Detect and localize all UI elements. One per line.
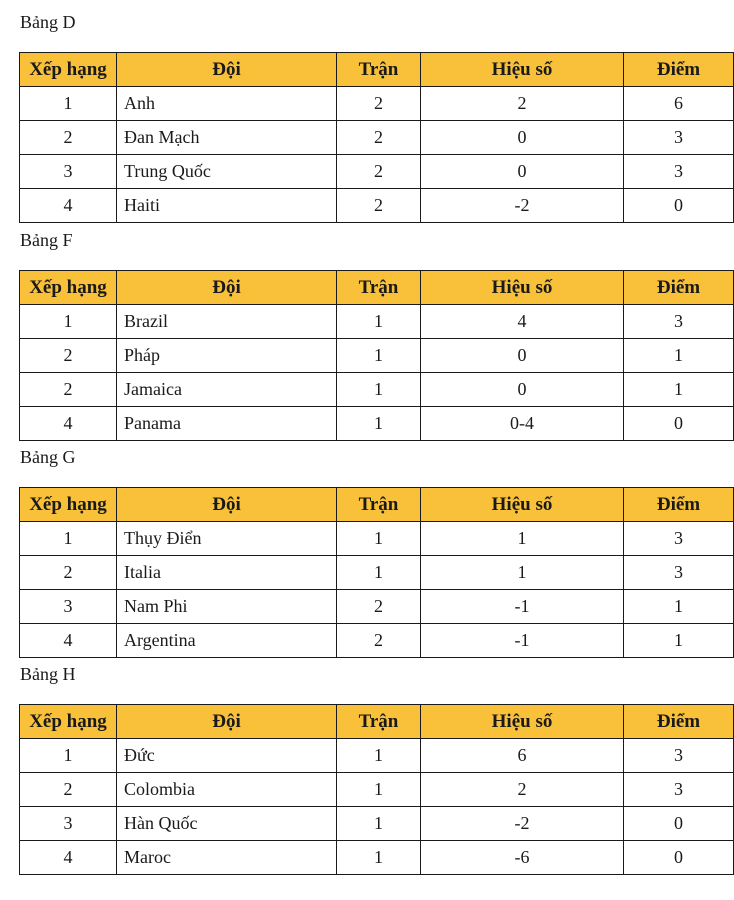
header-team: Đội [117,53,337,87]
header-team: Đội [117,488,337,522]
cell-rank: 2 [20,339,117,373]
header-points: Điểm [624,488,734,522]
cell-points: 0 [624,841,734,875]
header-played: Trận [337,271,421,305]
cell-points: 3 [624,773,734,807]
cell-goal-diff: 6 [421,739,624,773]
standings-table-group-f [19,270,734,441]
cell-points: 3 [624,556,734,590]
cell-points: 1 [624,373,734,407]
header-rank: Xếp hạng [20,705,117,739]
cell-team: Haiti [117,189,337,223]
group-title-f: Bảng F [20,230,73,250]
standings-table-group-d [19,52,734,223]
cell-team: Italia [117,556,337,590]
cell-played: 2 [337,590,421,624]
header-team: Đội [117,705,337,739]
cell-played: 1 [337,739,421,773]
table-row [20,373,734,407]
cell-rank: 2 [20,121,117,155]
cell-team: Pháp [117,339,337,373]
table-header-row [20,53,734,87]
cell-rank: 4 [20,189,117,223]
cell-team: Trung Quốc [117,155,337,189]
table-header-row [20,488,734,522]
cell-played: 1 [337,841,421,875]
header-goal-diff: Hiệu số [421,53,624,87]
table-row [20,556,734,590]
cell-rank: 4 [20,407,117,441]
cell-played: 1 [337,807,421,841]
table-row [20,807,734,841]
cell-played: 1 [337,522,421,556]
cell-team: Hàn Quốc [117,807,337,841]
header-goal-diff: Hiệu số [421,271,624,305]
cell-rank: 1 [20,739,117,773]
cell-played: 1 [337,556,421,590]
cell-points: 3 [624,121,734,155]
table-row [20,339,734,373]
cell-goal-diff: 0 [421,155,624,189]
cell-goal-diff: 1 [421,522,624,556]
table-row [20,739,734,773]
cell-points: 0 [624,807,734,841]
cell-goal-diff: -1 [421,590,624,624]
cell-points: 3 [624,155,734,189]
cell-played: 1 [337,373,421,407]
cell-team: Colombia [117,773,337,807]
standings-table-group-g [19,487,734,658]
cell-played: 1 [337,407,421,441]
cell-played: 2 [337,189,421,223]
cell-points: 3 [624,305,734,339]
table-row [20,624,734,658]
header-points: Điểm [624,705,734,739]
table-row [20,841,734,875]
header-points: Điểm [624,271,734,305]
cell-rank: 3 [20,590,117,624]
cell-team: Maroc [117,841,337,875]
cell-rank: 4 [20,841,117,875]
header-rank: Xếp hạng [20,53,117,87]
cell-rank: 2 [20,556,117,590]
cell-played: 2 [337,121,421,155]
cell-rank: 1 [20,522,117,556]
cell-rank: 2 [20,773,117,807]
table-header-row [20,271,734,305]
cell-points: 0 [624,407,734,441]
cell-played: 1 [337,339,421,373]
cell-goal-diff: 2 [421,773,624,807]
group-title-h: Bảng H [20,664,76,684]
header-played: Trận [337,488,421,522]
table-row [20,407,734,441]
cell-played: 2 [337,624,421,658]
cell-goal-diff: 0-4 [421,407,624,441]
header-played: Trận [337,705,421,739]
table-row [20,590,734,624]
header-played: Trận [337,53,421,87]
cell-points: 0 [624,189,734,223]
header-rank: Xếp hạng [20,488,117,522]
cell-played: 1 [337,773,421,807]
cell-team: Đức [117,739,337,773]
cell-goal-diff: 1 [421,556,624,590]
cell-rank: 3 [20,155,117,189]
cell-points: 3 [624,739,734,773]
cell-team: Argentina [117,624,337,658]
header-rank: Xếp hạng [20,271,117,305]
header-team: Đội [117,271,337,305]
header-goal-diff: Hiệu số [421,705,624,739]
cell-points: 1 [624,624,734,658]
table-row [20,305,734,339]
cell-goal-diff: -1 [421,624,624,658]
cell-goal-diff: 2 [421,87,624,121]
cell-played: 2 [337,155,421,189]
group-title-d: Bảng D [20,12,76,32]
cell-goal-diff: -2 [421,807,624,841]
cell-goal-diff: 0 [421,121,624,155]
cell-team: Panama [117,407,337,441]
cell-points: 1 [624,590,734,624]
cell-rank: 3 [20,807,117,841]
cell-goal-diff: 0 [421,373,624,407]
cell-points: 6 [624,87,734,121]
table-row [20,189,734,223]
cell-team: Jamaica [117,373,337,407]
cell-rank: 1 [20,305,117,339]
cell-goal-diff: -2 [421,189,624,223]
cell-goal-diff: 0 [421,339,624,373]
group-title-g: Bảng G [20,447,76,467]
table-header-row [20,705,734,739]
table-row [20,773,734,807]
table-row [20,121,734,155]
cell-team: Anh [117,87,337,121]
cell-team: Thụy Điển [117,522,337,556]
cell-team: Đan Mạch [117,121,337,155]
cell-rank: 1 [20,87,117,121]
cell-goal-diff: 4 [421,305,624,339]
header-points: Điểm [624,53,734,87]
table-row [20,155,734,189]
cell-points: 1 [624,339,734,373]
table-row [20,87,734,121]
cell-goal-diff: -6 [421,841,624,875]
standings-table-group-h [19,704,734,875]
cell-team: Brazil [117,305,337,339]
header-goal-diff: Hiệu số [421,488,624,522]
cell-played: 2 [337,87,421,121]
cell-rank: 4 [20,624,117,658]
cell-team: Nam Phi [117,590,337,624]
table-row [20,522,734,556]
cell-rank: 2 [20,373,117,407]
cell-played: 1 [337,305,421,339]
cell-points: 3 [624,522,734,556]
